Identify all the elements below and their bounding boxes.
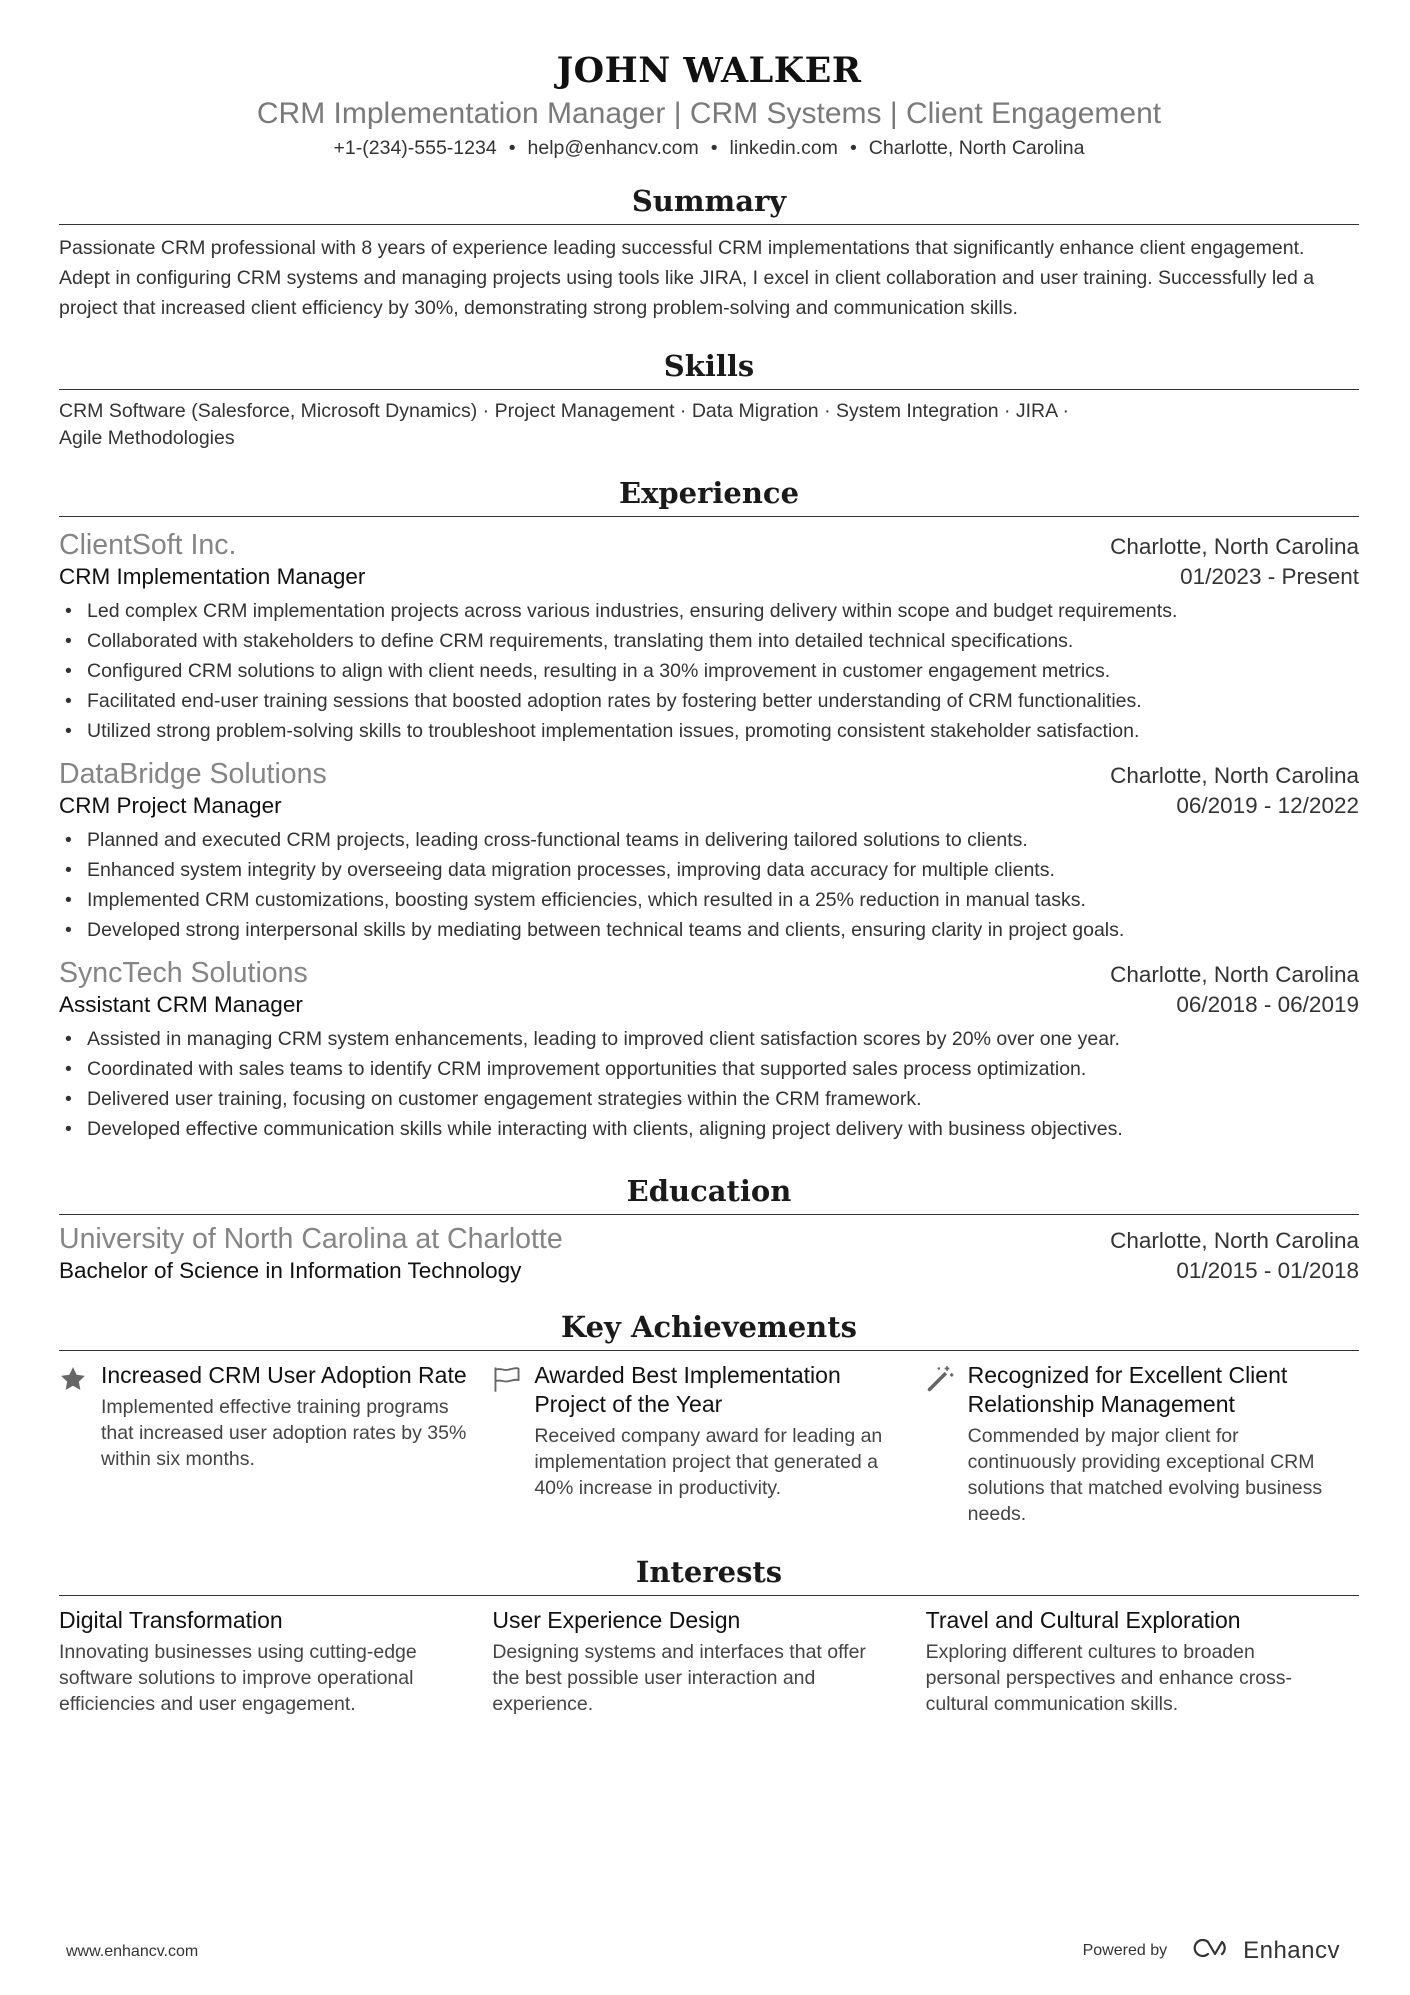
bullet-item: • Coordinated with sales teams to identify CRM improvement opportunities that supported sales process optimization. — [59, 1054, 1359, 1084]
enhancv-logo-icon — [1191, 1936, 1237, 1965]
achievement-item — [59, 1361, 492, 1527]
achievement-title: Awarded Best Implementation Project of the Year — [534, 1362, 841, 1417]
interests-grid — [59, 1606, 1359, 1717]
bullet-item: • Utilized strong problem-solving skills to troubleshoot implementation issues, promoting consistent stakeholder satisfaction. — [59, 716, 1359, 746]
bullet-item: • Developed effective communication skills while interacting with clients, aligning project delivery with business objectives. — [59, 1114, 1359, 1144]
job-location: Charlotte, North Carolina — [1110, 763, 1359, 788]
flag-icon — [492, 1361, 534, 1527]
interest-desc: Innovating businesses using cutting-edge software solutions to improve operational efficiencies and user engagement. — [59, 1641, 417, 1715]
achievement-desc: Commended by major client for continuously providing exceptional CRM solutions that matched evolving business needs. — [967, 1425, 1323, 1525]
summary-text: Passionate CRM professional with 8 years of experience leading successful CRM implementations that significantly enhance client engagement. Adept in configuring CRM systems and managing projects using tools like JIRA, I excel in client collaboration and user training. Successfully led a project that increased client efficiency by 30%, demonstrating strong problem-solving and communication skills. — [59, 237, 1315, 319]
degree: Bachelor of Science in Information Technology — [59, 1258, 522, 1283]
interest-desc: Exploring different cultures to broaden personal perspectives and enhance cross-cultural communication skills. — [925, 1641, 1293, 1715]
bullet-item: • Planned and executed CRM projects, leading cross-functional teams in delivering tailored solutions to clients. — [59, 825, 1359, 855]
achievement-item — [492, 1361, 925, 1527]
company-name: SyncTech Solutions — [59, 957, 308, 989]
bullet-item: • Enhanced system integrity by overseeing data migration processes, improving data accuracy for multiple clients. — [59, 855, 1359, 885]
job-bullets — [59, 596, 1359, 746]
contact-line: +1-(234)-555-1234 • help@enhancv.com • linkedin.com • Charlotte, North Carolina — [333, 137, 1085, 159]
job-role: Assistant CRM Manager — [59, 992, 303, 1017]
skills-line: CRM Software (Salesforce, Microsoft Dynamics) · Project Management · Data Migration · System Integration · JIRA · — [59, 400, 1069, 422]
phone[interactable]: +1-(234)-555-1234 — [333, 137, 497, 159]
education-dates: 01/2015 - 01/2018 — [1176, 1258, 1359, 1283]
achievements-grid — [59, 1361, 1359, 1527]
bullet-item: • Delivered user training, focusing on customer engagement strategies within the CRM framework. — [59, 1084, 1359, 1114]
bullet-item: • Implemented CRM customizations, boosting system efficiencies, which resulted in a 25% reduction in manual tasks. — [59, 885, 1359, 915]
footer-website[interactable]: www.enhancv.com — [66, 1943, 199, 1960]
interest-item — [59, 1606, 492, 1717]
job-dates: 06/2018 - 06/2019 — [1176, 992, 1359, 1017]
bullet-item: • Facilitated end-user training sessions that boosted adoption rates by fostering better understanding of CRM functionalities. — [59, 686, 1359, 716]
bullet-item: • Configured CRM solutions to align with client needs, resulting in a 30% improvement in customer engagement metrics. — [59, 656, 1359, 686]
bullet-item: • Assisted in managing CRM system enhancements, leading to improved client satisfaction scores by 20% over one year. — [59, 1024, 1359, 1054]
candidate-name: JOHN WALKER — [556, 50, 862, 91]
job-dates: 01/2023 - Present — [1180, 564, 1359, 589]
section-title-experience: Experience — [59, 476, 1359, 517]
interest-item — [926, 1606, 1359, 1717]
job-dates: 06/2019 - 12/2022 — [1176, 793, 1359, 818]
achievement-title: Increased CRM User Adoption Rate — [101, 1362, 467, 1388]
headline: CRM Implementation Manager | CRM Systems | Client Engagement — [256, 97, 1162, 130]
location: Charlotte, North Carolina — [868, 137, 1085, 159]
section-title-summary: Summary — [59, 184, 1359, 225]
achievement-title: Recognized for Excellent Client Relationship Management — [967, 1362, 1288, 1417]
section-title-education: Education — [59, 1174, 1359, 1215]
skills-line: Agile Methodologies — [59, 427, 235, 449]
interest-item — [492, 1606, 925, 1717]
section-title-achievements: Key Achievements — [59, 1310, 1359, 1351]
section-title-interests: Interests — [59, 1555, 1359, 1596]
job-role: CRM Project Manager — [59, 793, 282, 818]
linkedin[interactable]: linkedin.com — [729, 137, 838, 159]
bullet-item: • Developed strong interpersonal skills by mediating between technical teams and clients, ensuring clarity in project goals. — [59, 915, 1359, 945]
brand-name: Enhancv — [1243, 1936, 1340, 1964]
school-location: Charlotte, North Carolina — [1110, 1228, 1359, 1253]
job-entry — [59, 529, 1359, 746]
job-bullets — [59, 825, 1359, 945]
interest-title: Digital Transformation — [59, 1607, 283, 1633]
job-entry — [59, 758, 1359, 945]
bullet-item: • Led complex CRM implementation projects across various industries, ensuring delivery within scope and budget requirements. — [59, 596, 1359, 626]
education-entry — [59, 1223, 1359, 1284]
email[interactable]: help@enhancv.com — [527, 137, 699, 159]
bullet-item: • Collaborated with stakeholders to define CRM requirements, translating them into detailed technical specifications. — [59, 626, 1359, 656]
job-location: Charlotte, North Carolina — [1110, 962, 1359, 987]
job-location: Charlotte, North Carolina — [1110, 534, 1359, 559]
skills-list — [59, 398, 1359, 452]
interest-desc: Designing systems and interfaces that offer the best possible user interaction and experience. — [492, 1641, 866, 1715]
powered-by-label: Powered by — [1082, 1941, 1168, 1959]
section-title-skills: Skills — [59, 349, 1359, 390]
interest-title: User Experience Design — [492, 1607, 741, 1633]
job-role: CRM Implementation Manager — [59, 564, 366, 589]
company-name: ClientSoft Inc. — [59, 529, 237, 561]
achievement-item — [926, 1361, 1359, 1527]
achievement-desc: Received company award for leading an implementation project that generated a 40% increase in productivity. — [534, 1425, 883, 1499]
achievement-desc: Implemented effective training programs that increased user adoption rates by 35% within six months. — [101, 1396, 467, 1470]
company-name: DataBridge Solutions — [59, 758, 327, 790]
job-entry — [59, 957, 1359, 1144]
star-icon — [59, 1361, 101, 1527]
interest-title: Travel and Cultural Exploration — [925, 1607, 1241, 1633]
school-name: University of North Carolina at Charlotte — [59, 1223, 563, 1255]
job-bullets — [59, 1024, 1359, 1144]
footer-branding — [1083, 1936, 1340, 1965]
resume-page — [59, 44, 1359, 1717]
magic-wand-icon — [926, 1361, 968, 1527]
